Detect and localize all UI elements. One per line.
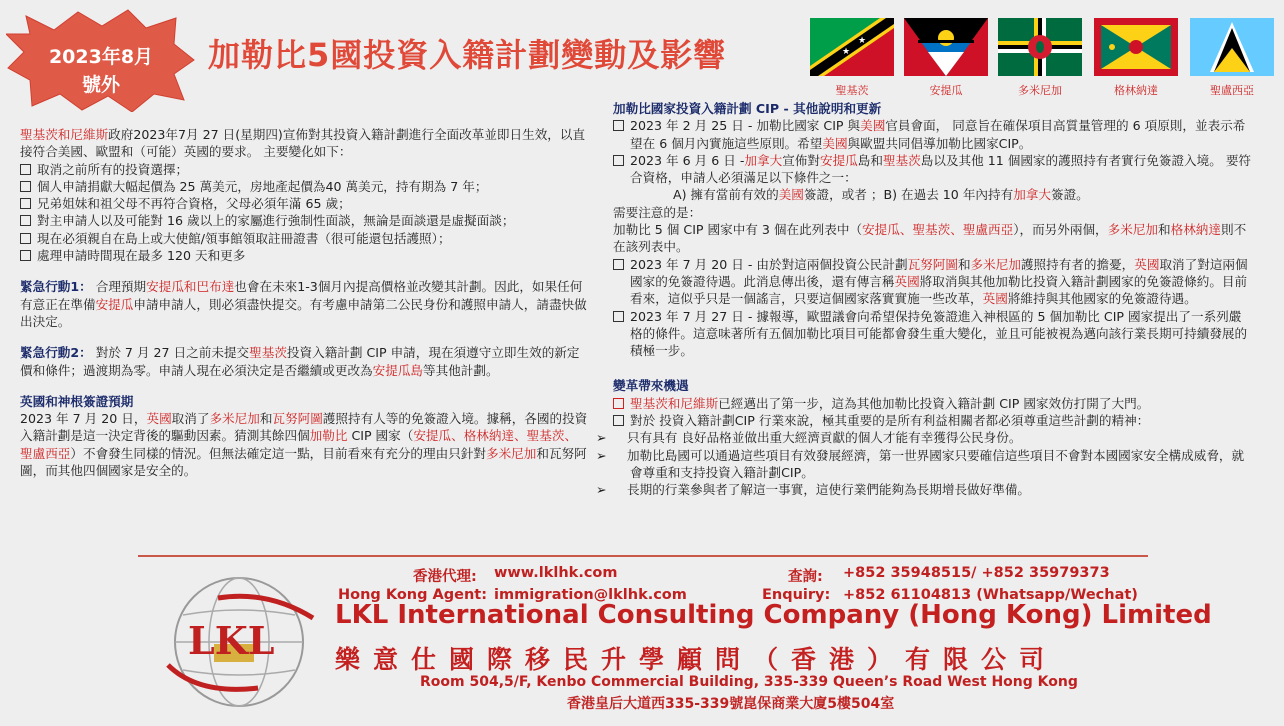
flag-label-saint-lucia: 聖盧西亞 <box>1210 84 1254 97</box>
flag-saint-lucia-icon <box>1190 18 1274 76</box>
opportunity-item: 對於 投資入籍計劃CIP 行業來說，極其重要的是所有利益相關者都必須尊重這些計劃的精神： <box>613 412 1253 429</box>
issue-badge <box>6 8 196 112</box>
highlight-text: 英國 <box>146 411 172 427</box>
body-text: 和 <box>957 256 971 272</box>
badge-date: 2023年8月 <box>48 46 154 68</box>
highlight-text: 美國 <box>778 187 804 203</box>
update-item <box>613 152 1253 187</box>
flag-dominica-icon <box>998 18 1082 76</box>
highlight-text: 聖基茨和尼維斯 <box>20 127 109 142</box>
checkbox-icon <box>613 259 624 270</box>
body-text: 也會在未來1-3個月內提高價格並改變其計劃。因此，如果任何有意正在準備 <box>20 279 583 312</box>
body-text: 申請申請人，則必須盡快提交。有考慮申請第二公民身份和護照申請人，請盡快做出決定。 <box>20 296 587 329</box>
body-text: ），而另外兩個， <box>1013 222 1108 238</box>
highlight-text: 美國 <box>822 135 848 151</box>
arrow-item: ➢ 只有具有 良好品格並做出重大經濟貢獻的個人才能有幸獲得公民身份。 <box>596 430 1022 446</box>
flag-label-grenada: 格林納達 <box>1114 84 1158 97</box>
enquiry-zh-label: 查詢: <box>788 569 823 585</box>
arrow-icon: ➢ <box>596 482 607 498</box>
flag-label-saint-kitts: 聖基茨 <box>835 84 869 97</box>
checkbox-icon <box>20 164 31 175</box>
checkbox-icon <box>20 250 31 261</box>
address-zh: 香港皇后大道西335-339號崑保商業大廈5樓504室 <box>567 696 895 712</box>
body-text: 取消了對這兩個國家的免簽證待遇。此消息傳出後，還有傳言稱 <box>630 256 1248 289</box>
checkbox-icon <box>20 233 31 244</box>
list-item: 取消之前所有的投資選擇； <box>20 161 588 178</box>
opportunity-heading: 變革帶來機遇 <box>613 378 689 394</box>
body-text: A) 擁有當前有效的 <box>673 187 779 203</box>
highlight-text: 聖基茨 <box>249 345 287 361</box>
body-text: 島以及其他 11 個國家的護照持有者實行免簽證入境。 要符合資格，申請人必須滿足以下條件之一： <box>630 152 1252 186</box>
highlight-text: 多米尼加 <box>1107 222 1159 238</box>
body-text: 官員會面， 同意旨在確保項目高質量管理的 6 項原則，並表示希望在 6 個月內實施這些原則。希望 <box>630 118 1246 151</box>
body-text: 簽證，或者 ；B) 在過去 10 年內持有 <box>803 187 1014 203</box>
checkbox-icon <box>20 215 31 226</box>
page-title: 加勒比5國投資入籍計劃變動及影響 <box>208 36 727 74</box>
flag-saint-kitts-nevis-icon <box>810 18 894 76</box>
left-column <box>20 126 588 479</box>
checkbox-icon <box>20 198 31 209</box>
update-item <box>613 256 1253 308</box>
highlight-text: 英國 <box>1134 256 1160 272</box>
highlight-text: 瓦努阿圖 <box>272 411 323 427</box>
intro-paragraph <box>20 126 588 161</box>
highlight-text: 多米尼加 <box>485 445 537 461</box>
note-paragraph <box>613 221 1253 256</box>
list-item: 對主申請人以及可能對 16 歲以上的家屬進行強制性面談，無論是面談還是虛擬面談； <box>20 212 588 229</box>
body-text: 將取消與其他加勒比投資入籍計劃國家的免簽證條約。目前看來，這似乎只是一個謠言，只要這個國家落實實施一些改革， <box>630 273 1248 307</box>
urgent-action-1 <box>20 278 588 330</box>
highlight-text: 安提瓜島 <box>372 362 423 378</box>
highlight-text: 多米尼加 <box>970 256 1021 272</box>
checkbox-icon <box>613 155 624 166</box>
checkbox-icon <box>613 398 624 409</box>
cip-updates-heading: 加勒比國家投資入籍計劃 CIP - 其他說明和更新 <box>613 101 882 116</box>
highlight-text: 加勒比 <box>309 428 348 444</box>
body-text: 2023 年 7 月 20 日 - 由於對這兩個投資公民計劃 <box>630 256 908 272</box>
highlight-text: 加拿大 <box>1013 187 1051 203</box>
highlight-text: 格林納達 <box>1170 222 1221 238</box>
whatsapp-number: +852 61104813 (Whatsapp/Wechat) <box>843 587 1138 603</box>
hk-agent-zh-label: 香港代理: <box>413 569 477 585</box>
body-text: CIP 國家（ <box>347 428 414 444</box>
checkbox-icon <box>613 120 624 131</box>
email-link[interactable]: immigration@lklhk.com <box>494 587 687 603</box>
website-link[interactable]: www.lklhk.com <box>494 565 618 581</box>
body-text: 2023 年 2 月 25 日 - 加勒比國家 CIP 與 <box>630 118 861 134</box>
globe-logo-icon <box>148 570 330 720</box>
action-label: 緊急行動1： <box>20 279 92 295</box>
body-text: 護照持有人等的免簽證入境。據稱，各國的投資入籍計劃是這一決定背後的驅動因素。猜測其餘四個 <box>20 411 588 444</box>
visa-conditions <box>613 186 1253 203</box>
highlight-text: 安提瓜、聖基茨、聖盧西亞 <box>862 222 1014 238</box>
arrow-icon: ➢ <box>596 447 607 463</box>
uk-schengen-paragraph <box>20 410 588 479</box>
body-text: 對於 7 月 27 日之前未提交 <box>91 345 250 361</box>
body-text: 2023 年 7 月 27 日 - 據報導，歐盟議會向希望保持免簽證進入神根區的 5 個加勒比 CIP 國家提出了一系列嚴格的條件。這意味著所有五個加勒比項目可能都會發生重大變化，並且可能被視為邁向該行業長期可持續發展的積極一步。 <box>630 308 1248 359</box>
list-item: 兄弟姐妹和祖父母不再符合資格，父母必須年滿 65 歲； <box>20 195 588 212</box>
list-item: 現在必須親自在島上或大使館/領事館領取註冊證書（很可能還包括護照）； <box>20 230 588 247</box>
body-text: 將維持與其他國家的免簽證待遇。 <box>1007 291 1197 307</box>
update-item <box>613 117 1253 152</box>
body-text: 和 <box>259 411 273 427</box>
body-text: 合理預期 <box>91 279 147 295</box>
uk-schengen-heading: 英國和神根簽證預期 <box>20 393 134 409</box>
logo-text: LKL <box>188 618 275 663</box>
body-text: 和瓦努阿圖，而其他四個國家是安全的。 <box>20 445 587 479</box>
phone-numbers: +852 35948515/ +852 35979373 <box>843 565 1110 581</box>
arrow-item: ➢ 長期的行業參與者了解這一事實，這使行業們能夠為長期增長做好準備。 <box>596 482 1030 498</box>
flag-antigua-barbuda-icon <box>904 18 988 76</box>
highlight-text: 多米尼加 <box>209 411 260 427</box>
highlight-text: 聖基茨 <box>882 152 921 168</box>
highlight-text: 瓦努阿圖 <box>907 256 958 272</box>
right-column <box>596 100 1253 499</box>
body-text: ）不會發生同樣的情況。但無法確定這一點，目前看來有充分的理由只針對 <box>70 445 486 461</box>
highlight-text: 安提瓜、格林納達、聖基茨、聖盧西亞 <box>20 428 578 461</box>
body-text: 2023 年 6 月 6 日 - <box>630 152 745 168</box>
body-text: 等其他計劃。 <box>423 362 499 378</box>
body-text: 則不在該列表中。 <box>613 222 1247 255</box>
body-text: 2023 年 7 月 20 日， <box>20 411 147 427</box>
address-en: Room 504,5/F, Kenbo Commercial Building, 335-339 Queen’s Road West Hong Kong <box>420 674 1078 690</box>
highlight-text: 美國 <box>860 118 886 134</box>
change-list <box>20 161 588 265</box>
note-label: 需要注意的是： <box>613 204 702 220</box>
highlight-text: 英國 <box>894 273 920 289</box>
highlight-text: 安提瓜和巴布達 <box>146 279 235 295</box>
body-text: 加勒比 5 個 CIP 國家中有 3 個在此列表中（ <box>613 222 863 238</box>
highlight-text: 加拿大 <box>744 152 783 168</box>
enquiry-en-label: Enquiry: <box>762 587 831 603</box>
update-item <box>613 308 1253 360</box>
highlight-text: 聖基茨和尼維斯 <box>630 395 719 411</box>
footer-divider <box>138 555 1148 557</box>
highlight-text: 英國 <box>982 291 1008 307</box>
flag-label-dominica: 多米尼加 <box>1018 84 1062 97</box>
body-text: 取消了 <box>171 411 210 427</box>
body-text: 政府2023年7月 27 日(星期四)宣佈對其投資入籍計劃進行全面改革並即日生效，以直接符合美國、歐盟和（可能）英國的要求。 主要變化如下： <box>20 127 586 160</box>
company-logo <box>148 570 330 720</box>
svg-text:★: ★ <box>858 36 867 46</box>
company-name-en: LKL International Consulting Company (Hong Kong) Limited <box>335 600 1212 630</box>
company-name-zh: 樂意仕國際移民升學顧問（香港）有限公司 <box>335 645 1058 674</box>
list-item: 個人申請捐獻大幅起價為 25 萬美元，房地產起價為40 萬美元，持有期為 7 年； <box>20 178 588 195</box>
body-text: 島和 <box>857 152 883 168</box>
body-text: 護照持有者的擔憂， <box>1020 256 1135 272</box>
highlight-text: 安提瓜 <box>819 152 858 168</box>
urgent-action-2 <box>20 344 588 379</box>
body-text: 簽證。 <box>1050 187 1089 203</box>
body-text: 已經邁出了第一步，這為其他加勒比投資入籍計劃 CIP 國家效仿打開了大門。 <box>718 395 1150 411</box>
checkbox-icon <box>613 415 624 426</box>
badge-label: 號外 <box>81 74 120 96</box>
body-text: 投資入籍計劃 CIP 申請，現在須遵守立即生效的新定價和條件；過渡期為零。申請人現在必須決定是否繼續或更改為 <box>20 345 580 378</box>
svg-text:★: ★ <box>842 47 851 57</box>
body-text: 宣佈對 <box>782 152 820 168</box>
body-text: 和 <box>1158 222 1171 238</box>
opportunity-item <box>613 395 1253 412</box>
hk-agent-en-label: Hong Kong Agent: <box>338 587 488 603</box>
list-item: 處理申請時間現在最多 120 天和更多 <box>20 247 588 264</box>
arrow-item: ➢ 加勒比島國可以通過這些項目有效發展經濟，第一世界國家只要確信這些項目不會對本國國家安全構成威脅，就會尊重和支持投資入籍計劃CIP。 <box>596 447 1245 480</box>
action-label: 緊急行動2： <box>20 345 92 361</box>
body-text: 與歐盟共同倡導加勒比國家CIP。 <box>847 135 1032 151</box>
arrow-icon: ➢ <box>596 430 607 446</box>
flag-label-antigua: 安提瓜 <box>929 84 963 97</box>
checkbox-icon <box>613 311 624 322</box>
flag-row <box>810 18 1276 98</box>
highlight-text: 安提瓜 <box>95 296 134 312</box>
flag-grenada-icon <box>1094 18 1178 76</box>
checkbox-icon <box>20 181 31 192</box>
